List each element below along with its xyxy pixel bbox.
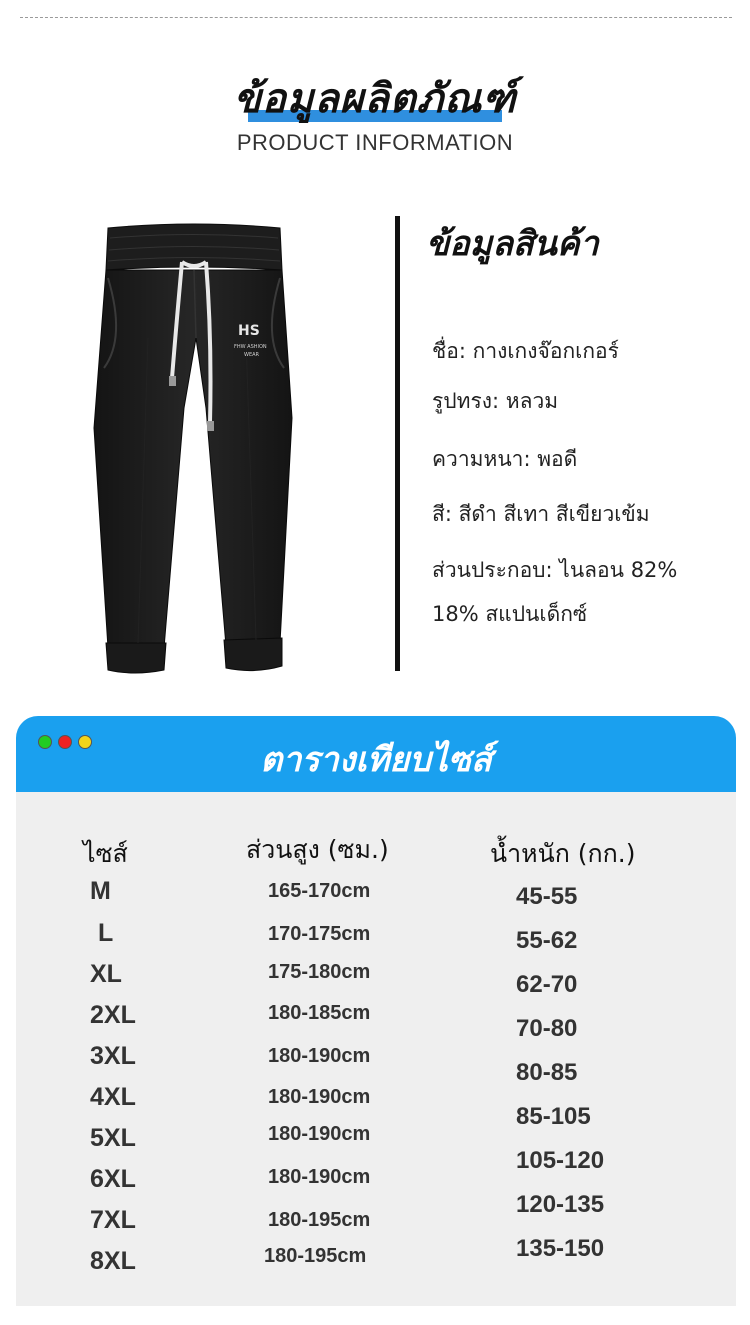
size-cell: 2XL bbox=[90, 1001, 136, 1029]
info-shape: รูปทรง: หลวม bbox=[432, 389, 559, 413]
weight-cell: 80-85 bbox=[516, 1059, 578, 1086]
height-cell: 175-180cm bbox=[268, 961, 371, 983]
size-cell: 4XL bbox=[90, 1083, 136, 1111]
weight-cell: 120-135 bbox=[516, 1191, 605, 1218]
size-chart-header bbox=[16, 716, 736, 792]
info-colors: สี: สีดำ สีเทา สีเขียวเข้ม bbox=[432, 502, 650, 526]
height-cell: 180-190cm bbox=[268, 1045, 371, 1067]
height-cell: 170-175cm bbox=[268, 923, 371, 945]
height-cell: 180-190cm bbox=[268, 1086, 371, 1108]
size-cell: 6XL bbox=[90, 1165, 136, 1193]
col-head-height: ส่วนสูง (ซม.) bbox=[246, 835, 389, 864]
weight-cell: 85-105 bbox=[516, 1103, 591, 1130]
height-cell: 180-195cm bbox=[268, 1209, 371, 1231]
weight-cell: 70-80 bbox=[516, 1015, 578, 1042]
size-cell: XL bbox=[90, 960, 122, 988]
page-title: ข้อมูลผลิตภัณฑ์ bbox=[233, 76, 517, 122]
top-dashed-divider bbox=[20, 17, 732, 18]
svg-text:FHW ASHION: FHW ASHION bbox=[234, 344, 267, 350]
size-chart bbox=[16, 716, 736, 1306]
info-name: ชื่อ: กางเกงจ๊อกเกอร์ bbox=[432, 339, 619, 363]
info-thickness: ความหนา: พอดี bbox=[432, 447, 578, 471]
page-header bbox=[0, 70, 750, 156]
size-chart-title: ตารางเทียบไซส์ bbox=[260, 740, 492, 780]
svg-text:WEAR: WEAR bbox=[244, 352, 259, 358]
weight-cell: 135-150 bbox=[516, 1235, 605, 1262]
vertical-divider bbox=[395, 216, 400, 671]
height-cell: 180-195cm bbox=[264, 1245, 367, 1267]
size-cell: 3XL bbox=[90, 1042, 136, 1070]
page-subtitle: PRODUCT INFORMATION bbox=[236, 130, 514, 155]
size-cell: 7XL bbox=[90, 1206, 136, 1234]
info-title: ข้อมูลสินค้า bbox=[426, 224, 599, 264]
weight-cell: 105-120 bbox=[516, 1147, 605, 1174]
title-wrap bbox=[234, 70, 517, 128]
weight-cell: 55-62 bbox=[516, 927, 578, 954]
info-material-cont: 18% สแปนเด็กซ์ bbox=[432, 602, 588, 626]
height-cell: 165-170cm bbox=[268, 880, 371, 902]
size-cell: 8XL bbox=[90, 1247, 136, 1275]
size-cell: L bbox=[98, 919, 114, 947]
svg-text:HS: HS bbox=[238, 323, 260, 339]
jogger-pants-image bbox=[78, 218, 310, 680]
weight-cell: 45-55 bbox=[516, 883, 578, 910]
height-cell: 180-190cm bbox=[268, 1166, 371, 1188]
height-cell: 180-190cm bbox=[268, 1123, 371, 1145]
weight-cell: 62-70 bbox=[516, 971, 578, 998]
size-cell: M bbox=[90, 877, 111, 905]
height-cell: 180-185cm bbox=[268, 1002, 371, 1024]
size-chart-body bbox=[16, 792, 736, 1306]
col-head-size: ไซส์ bbox=[83, 839, 128, 868]
col-head-weight: น้ำหนัก (กก.) bbox=[490, 839, 636, 868]
size-cell: 5XL bbox=[90, 1124, 136, 1152]
info-material: ส่วนประกอบ: ไนลอน 82% bbox=[432, 558, 678, 582]
